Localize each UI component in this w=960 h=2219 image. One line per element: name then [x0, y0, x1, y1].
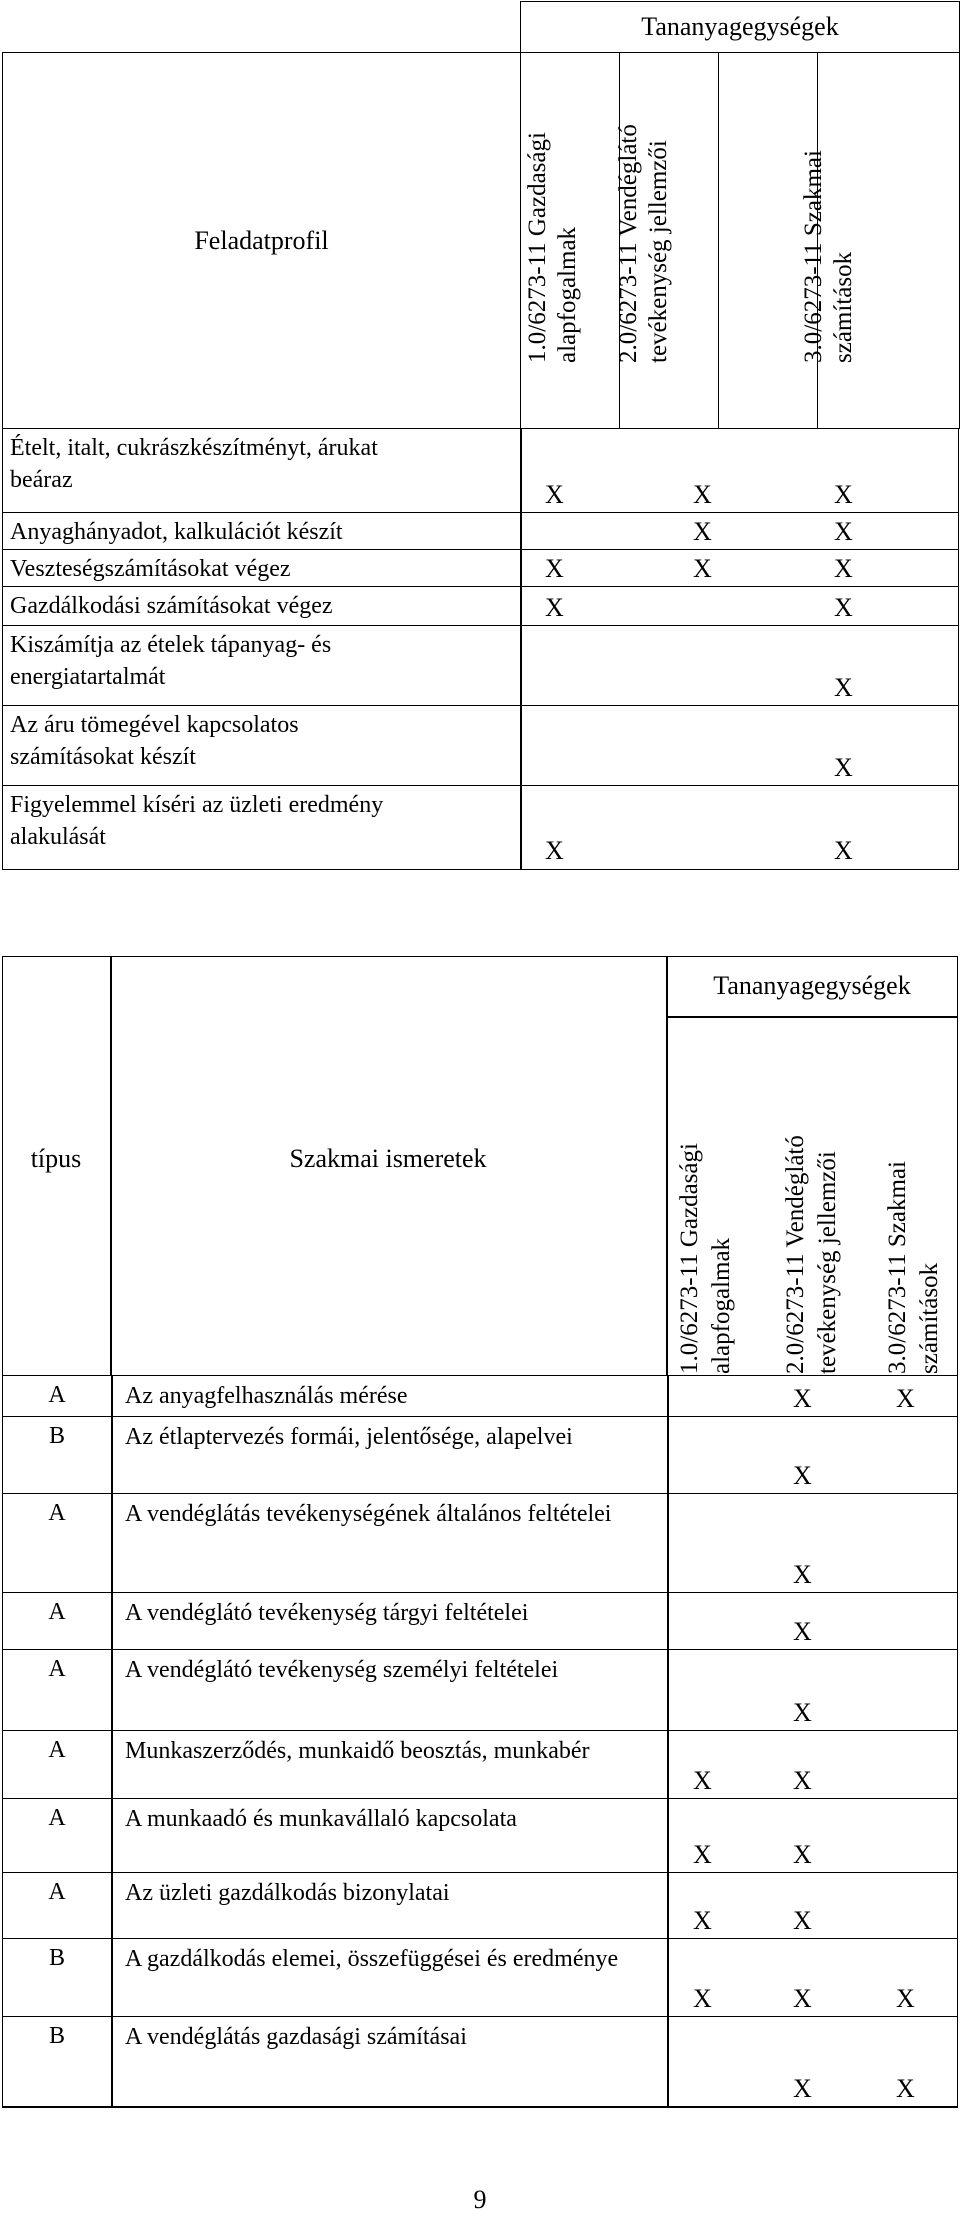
knowledge-row [2, 1872, 958, 1938]
x-mark: X [793, 1617, 812, 1646]
x-mark: X [793, 1840, 812, 1869]
task-row [2, 785, 958, 868]
knowledge-text: A vendéglátó tevékenység tárgyi feltételei [125, 1600, 529, 1626]
t2-col-2 [780, 1135, 844, 1374]
knowledge-text: Az üzleti gazdálkodás bizonylatai [125, 1880, 450, 1906]
knowledge-row [2, 1798, 958, 1872]
type-cell: B [48, 1945, 65, 1971]
knowledge-text: A vendéglátás tevékenységének általános feltételei [125, 1501, 612, 1527]
x-mark: X [793, 1560, 812, 1589]
t1-col-3-line-1: 3.0/6273-11 Szakmai [800, 149, 827, 363]
knowledge-row [2, 1938, 958, 2016]
knowledge-text: A vendéglátó tevékenység személyi feltételei [125, 1657, 559, 1683]
knowledge-text: A vendéglátás gazdasági számításai [125, 2024, 467, 2050]
knowledge-row [2, 1649, 958, 1730]
t1-col-1 [521, 53, 620, 429]
t2-col-line: 2.0/6273-11 Vendéglátó [782, 1135, 809, 1374]
task-text [10, 590, 510, 622]
task-text [10, 516, 510, 548]
task-row [2, 625, 958, 705]
task-line: Veszteségszámításokat végez [10, 556, 291, 582]
x-mark: X [693, 1906, 712, 1935]
x-mark: X [834, 753, 853, 782]
task-text [10, 553, 510, 585]
x-mark: X [793, 1984, 812, 2013]
x-mark: X [896, 1984, 915, 2013]
t1-col-2-line-2: tevékenység jellemzői [645, 139, 672, 363]
x-mark: X [693, 1984, 712, 2013]
task-line: Az áru tömegével kapcsolatos [10, 712, 299, 738]
t1-col-3 [719, 53, 857, 429]
type-cell: B [48, 2023, 65, 2049]
t2-col-line: 1.0/6273-11 Gazdasági [676, 1143, 703, 1374]
knowledge-text: Az anyagfelhasználás mérése [125, 1383, 408, 1409]
task-line: Kiszámítja az ételek tápanyag- és [10, 632, 332, 658]
task-line: Gazdálkodási számításokat végez [10, 593, 333, 619]
knowledge-text: Munkaszerződés, munkaidő beosztás, munkabér [125, 1738, 590, 1764]
t2-col-line: számítások [916, 1262, 943, 1374]
type-cell: A [48, 1656, 66, 1682]
knowledge-header: Szakmai ismeretek [289, 1144, 487, 1173]
task-row [2, 549, 958, 586]
x-mark: X [545, 554, 564, 583]
x-mark: X [545, 480, 564, 509]
knowledge-text: Az étlaptervezés formái, jelentősége, alapelvei [125, 1424, 573, 1450]
knowledge-row [2, 1493, 958, 1592]
x-mark: X [834, 673, 853, 702]
t2-col-3 [882, 1161, 946, 1374]
x-mark: X [693, 1766, 712, 1795]
page-number: 9 [473, 2185, 487, 2214]
x-mark: X [545, 593, 564, 622]
x-mark: X [693, 1840, 712, 1869]
x-mark: X [834, 554, 853, 583]
type-cell: A [48, 1737, 66, 1763]
t2-col-line: alapfogalmak [708, 1237, 735, 1374]
task-line: beáraz [10, 467, 73, 493]
type-cell: A [48, 1805, 66, 1831]
x-mark: X [693, 517, 712, 546]
x-mark: X [693, 554, 712, 583]
task-line: számításokat készít [10, 744, 196, 770]
knowledge-row [2, 2016, 958, 2106]
t1-col-2 [615, 53, 719, 429]
task-row [2, 705, 958, 785]
task-row [2, 512, 958, 549]
table2-group-header: Tananyagegységek [713, 971, 911, 1000]
type-cell: A [48, 1500, 66, 1526]
task-row [2, 586, 958, 625]
task-line: Figyelemmel kíséri az üzleti eredmény [10, 792, 384, 818]
t1-col-2-line-1: 2.0/6273-11 Vendéglátó [615, 123, 642, 363]
t1-col-1-line-1: 1.0/6273-11 Gazdasági [524, 131, 551, 363]
x-mark: X [793, 1384, 812, 1413]
knowledge-text: A gazdálkodás elemei, összefüggései és eredménye [125, 1946, 619, 1972]
task-text [10, 432, 510, 496]
profile-header: Feladatprofil [3, 53, 521, 429]
t1-col-3-line-2: számítások [830, 251, 857, 363]
x-mark: X [896, 2074, 915, 2103]
x-mark: X [693, 480, 712, 509]
task-profile-table [2, 1, 960, 429]
x-mark: X [834, 593, 853, 622]
x-mark: X [793, 1906, 812, 1935]
type-cell: A [48, 1382, 66, 1408]
x-mark: X [834, 836, 853, 865]
task-line: Ételt, italt, cukrászkészítményt, árukat [10, 435, 378, 461]
knowledge-row [2, 1730, 958, 1798]
table1-group-header: Tananyagegységek [521, 2, 960, 53]
task-row [2, 428, 958, 512]
type-cell: A [48, 1599, 66, 1625]
task-line: energiatartalmát [10, 664, 166, 690]
x-mark: X [834, 480, 853, 509]
x-mark: X [793, 1698, 812, 1727]
t2-col-line: 3.0/6273-11 Szakmai [884, 1161, 911, 1374]
t1-col-1-line-2: alapfogalmak [554, 226, 581, 363]
type-header: típus [30, 1144, 82, 1173]
x-mark: X [545, 836, 564, 865]
task-text [10, 789, 510, 853]
t2-col-line: tevékenység jellemzői [814, 1151, 841, 1374]
task-line: alakulását [10, 824, 106, 850]
knowledge-row [2, 1376, 958, 1416]
x-mark: X [793, 1766, 812, 1795]
task-text [10, 629, 510, 693]
task-line: Anyaghányadot, kalkulációt készít [10, 519, 343, 545]
knowledge-row [2, 1416, 958, 1493]
type-cell: A [48, 1879, 66, 1905]
t2-col-1 [674, 1143, 738, 1374]
x-mark: X [896, 1384, 915, 1413]
knowledge-text: A munkaadó és munkavállaló kapcsolata [125, 1806, 517, 1832]
task-text [10, 709, 510, 773]
x-mark: X [793, 1461, 812, 1490]
knowledge-row [2, 1592, 958, 1649]
x-mark: X [834, 517, 853, 546]
type-cell: B [48, 1423, 65, 1449]
x-mark: X [793, 2074, 812, 2103]
